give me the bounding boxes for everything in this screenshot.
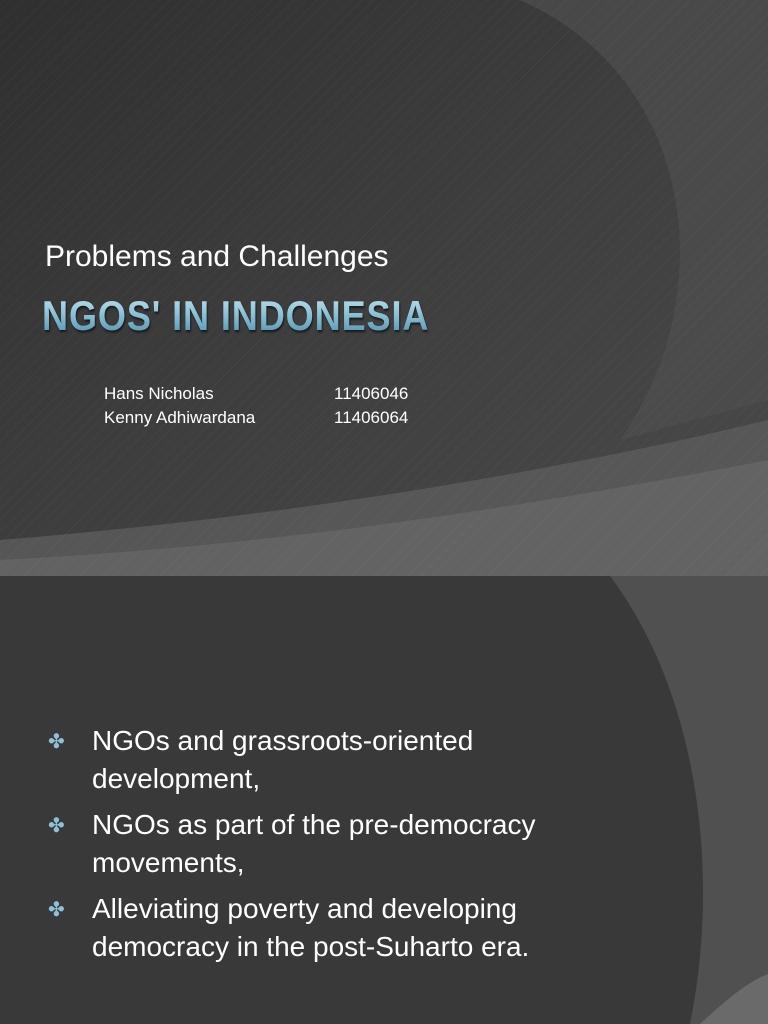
list-item [48,890,648,966]
author-row [104,382,408,406]
ornamental-bullet-icon: ✤ [48,897,65,921]
author-name: Kenny Adhiwardana [104,408,256,427]
content-slide [0,576,768,1024]
slide-subtitle: Problems and Challenges [45,240,389,273]
ornamental-bullet-icon: ✤ [48,813,65,837]
bullet-text: NGOs as part of the pre-democracy movements, [92,809,536,878]
bullet-list [48,722,648,974]
author-row [104,406,408,430]
ornamental-bullet-icon: ✤ [48,729,65,753]
bullet-text: Alleviating poverty and developing democracy in the post-Suharto era. [92,893,530,962]
slide-title: NGOS' IN INDONESIA [42,292,430,339]
author-id: 11406046 [334,384,409,403]
list-item [48,722,648,798]
author-list [104,382,408,430]
author-id: 11406064 [334,408,409,427]
list-item [48,806,648,882]
bullet-text: NGOs and grassroots-oriented development, [92,725,474,794]
author-name: Hans Nicholas [104,384,214,403]
